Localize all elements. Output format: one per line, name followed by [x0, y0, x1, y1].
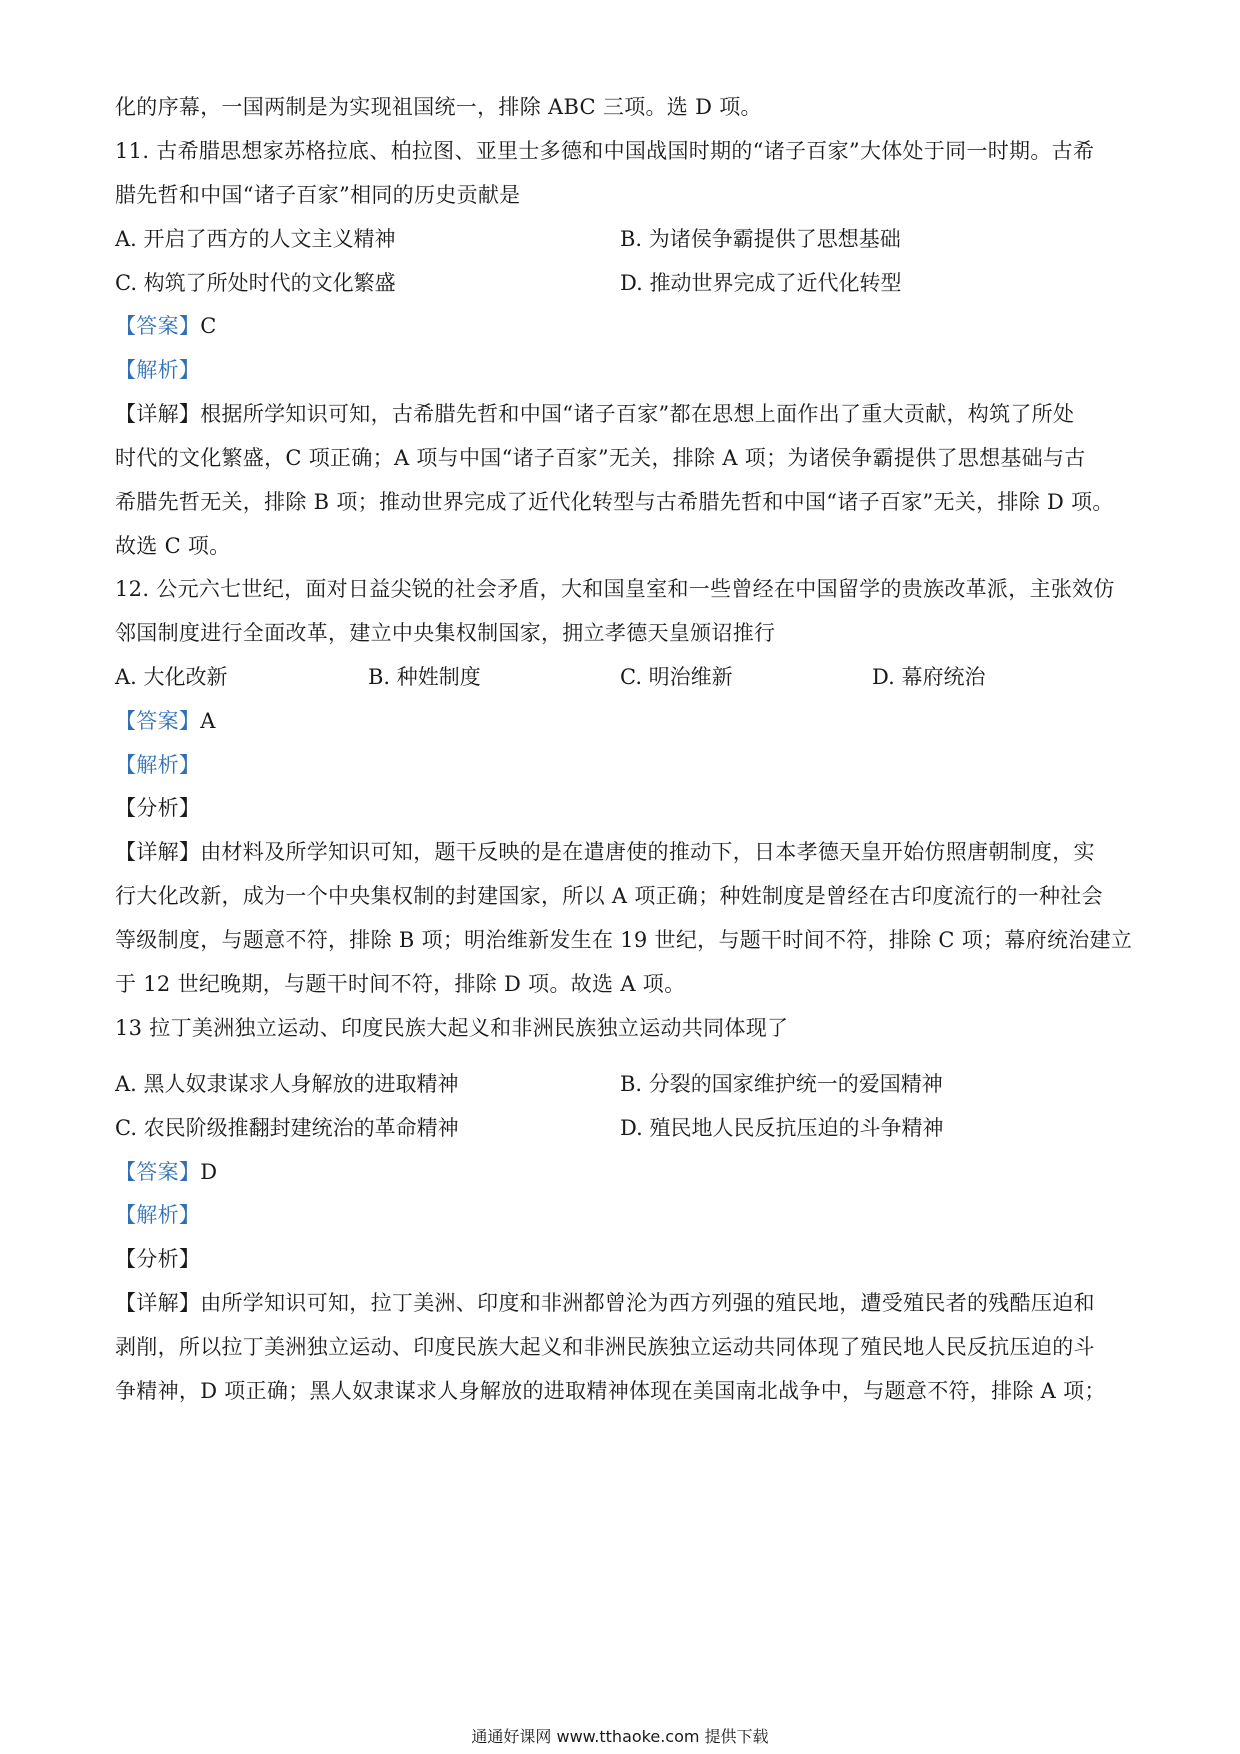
q12-option-c: C. 明治维新: [620, 665, 733, 689]
q12-option-a: A. 大化改新: [115, 665, 228, 689]
q12-analysis: [115, 750, 1125, 780]
q11-option-b: B. 为诸侯争霸提供了思想基础: [620, 227, 901, 251]
detail-text: 由所学知识可知，拉丁美洲、印度和非洲都曾沦为西方列强的殖民地，遭受殖民者的残酷压迫和: [200, 1291, 1095, 1315]
answer-value: C: [200, 314, 217, 338]
detail-label: 【详解】: [115, 1291, 201, 1315]
answer-value: A: [200, 709, 216, 733]
intro-line: 化的序幕，一国两制是为实现祖国统一，排除 ABC 三项。选 D 项。: [115, 95, 762, 119]
q12-option-b: B. 种姓制度: [368, 665, 481, 689]
q13-detail-line-1: [115, 1288, 1125, 1318]
answer-label: 【答案】: [115, 1160, 201, 1184]
analysis-label: 【解析】: [115, 753, 201, 777]
q12-option-d: D. 幕府统治: [872, 665, 986, 689]
q11-option-c: C. 构筑了所处时代的文化繁盛: [115, 271, 396, 295]
q11-detail-line-1: [115, 399, 1125, 429]
q11-option-a: A. 开启了西方的人文主义精神: [115, 227, 396, 251]
q13-detail-line-2: 剥削，所以拉丁美洲独立运动、印度民族大起义和非洲民族独立运动共同体现了殖民地人民反抗压迫的斗: [115, 1335, 1095, 1359]
q13-option-c: C. 农民阶级推翻封建统治的革命精神: [115, 1116, 459, 1140]
q11-stem-line-2: 腊先哲和中国“诸子百家”相同的历史贡献是: [115, 183, 521, 207]
detail-label: 【详解】: [115, 402, 201, 426]
q11-detail-line-3: 希腊先哲无关，排除 B 项；推动世界完成了近代化转型与古希腊先哲和中国“诸子百家”无关，排除 D 项。: [115, 490, 1114, 514]
detail-text: 根据所学知识可知，古希腊先哲和中国“诸子百家”都在思想上面作出了重大贡献，构筑了所处: [200, 402, 1075, 426]
q13-fenxi: [115, 1244, 1125, 1274]
q12-stem-line-2: 邻国制度进行全面改革，建立中央集权制国家，拥立孝德天皇颁诏推行: [115, 621, 776, 645]
q11-option-d: D. 推动世界完成了近代化转型: [620, 271, 902, 295]
q11-stem-line-1: 11. 古希腊思想家苏格拉底、柏拉图、亚里士多德和中国战国时期的“诸子百家”大体处于同一时期。古希: [115, 139, 1095, 163]
fenxi-label: 【分析】: [115, 796, 201, 820]
q12-detail-line-1: [115, 837, 1125, 867]
q13-answer: [115, 1157, 1125, 1187]
q12-answer: [115, 706, 1125, 736]
q13-detail-line-3: 争精神，D 项正确；黑人奴隶谋求人身解放的进取精神体现在美国南北战争中，与题意不符，排除 A 项；: [115, 1379, 1106, 1403]
q13-option-b: B. 分裂的国家维护统一的爱国精神: [620, 1072, 943, 1096]
q13-option-a: A. 黑人奴隶谋求人身解放的进取精神: [115, 1072, 459, 1096]
q12-fenxi: [115, 793, 1125, 823]
q12-detail-line-4: 于 12 世纪晚期，与题干时间不符，排除 D 项。故选 A 项。: [115, 972, 686, 996]
detail-label: 【详解】: [115, 840, 201, 864]
q11-detail-line-4: 故选 C 项。: [115, 534, 231, 558]
q13-stem-line-1: 13 拉丁美洲独立运动、印度民族大起义和非洲民族独立运动共同体现了: [115, 1016, 789, 1040]
q13-analysis: [115, 1200, 1125, 1230]
q12-stem-line-1: 12. 公元六七世纪，面对日益尖锐的社会矛盾，大和国皇室和一些曾经在中国留学的贵族改革派，主张效仿: [115, 577, 1115, 601]
page-footer: 通通好课网 www.tthaoke.com 提供下载: [471, 1727, 769, 1746]
answer-value: D: [200, 1160, 218, 1184]
q11-analysis: [115, 355, 1125, 385]
q11-detail-line-2: 时代的文化繁盛，C 项正确；A 项与中国“诸子百家”无关，排除 A 项；为诸侯争霸提供了思想基础与古: [115, 446, 1086, 470]
answer-label: 【答案】: [115, 709, 201, 733]
fenxi-label: 【分析】: [115, 1247, 201, 1271]
analysis-label: 【解析】: [115, 1203, 201, 1227]
analysis-label: 【解析】: [115, 358, 201, 382]
q11-answer: [115, 311, 1125, 341]
q13-option-d: D. 殖民地人民反抗压迫的斗争精神: [620, 1116, 944, 1140]
q12-detail-line-2: 行大化改新，成为一个中央集权制的封建国家，所以 A 项正确；种姓制度是曾经在古印度流行的一种社会: [115, 884, 1103, 908]
answer-label: 【答案】: [115, 314, 201, 338]
detail-text: 由材料及所学知识可知，题干反映的是在遣唐使的推动下，日本孝德天皇开始仿照唐朝制度，实: [200, 840, 1095, 864]
q12-detail-line-3: 等级制度，与题意不符，排除 B 项；明治维新发生在 19 世纪，与题干时间不符，排除 C 项；幕府统治建立: [115, 928, 1133, 952]
